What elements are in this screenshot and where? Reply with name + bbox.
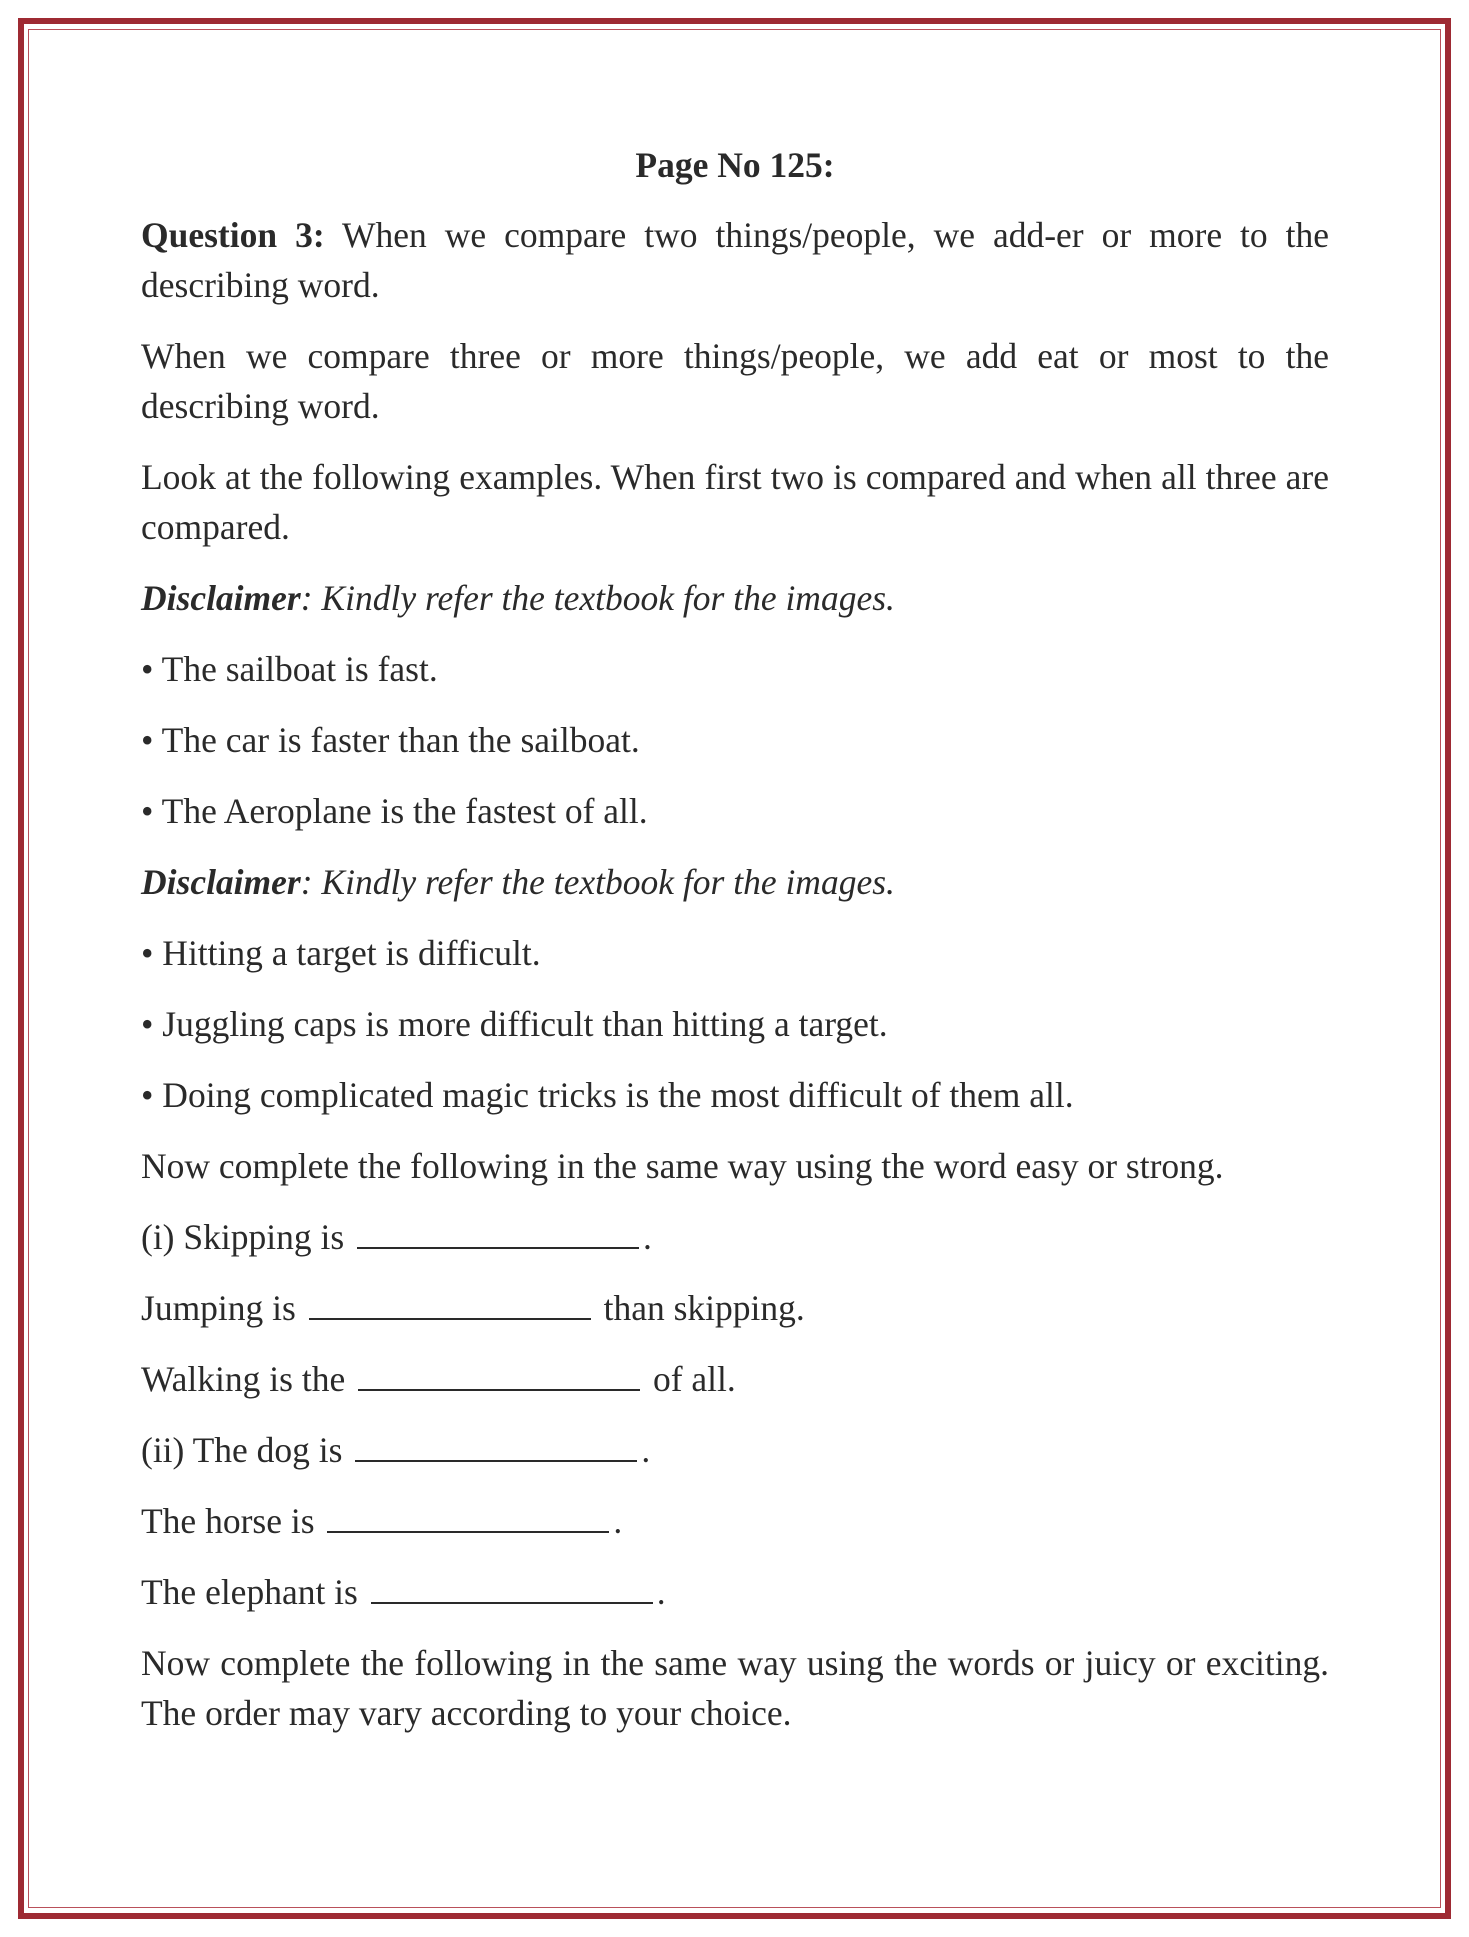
exercise-text: .: [613, 1501, 623, 1541]
disclaimer-label: Disclaimer: [141, 862, 301, 902]
answer-blank: [357, 1213, 639, 1249]
exercise-item: [141, 1283, 1329, 1333]
disclaimer-text: : Kindly refer the textbook for the images.: [300, 578, 895, 618]
disclaimer-1: [141, 573, 1329, 623]
exercise-item: [141, 1567, 1329, 1617]
exercise-text: .: [643, 1217, 652, 1257]
bullet-item: • Hitting a target is difficult.: [141, 933, 541, 973]
question-paragraph: [141, 210, 1329, 310]
disclaimer-2: [141, 857, 1329, 907]
bullet-item: • Doing complicated magic tricks is the most difficult of them all.: [141, 1075, 1074, 1115]
exercise-text: The horse is: [141, 1501, 315, 1541]
answer-blank: [371, 1568, 653, 1604]
answer-blank: [358, 1355, 640, 1391]
exercise-item: [141, 1354, 1329, 1404]
exercise-text: (i) Skipping is: [141, 1217, 345, 1257]
answer-blank: [355, 1426, 637, 1462]
exercise-text: of all.: [652, 1359, 736, 1399]
exercise-text: .: [656, 1572, 666, 1612]
bullet-item: • The Aeroplane is the fastest of all.: [141, 791, 648, 831]
answer-blank: [327, 1497, 609, 1533]
paragraph-examples: Look at the following examples. When first two is compared and when all three are compared.: [141, 457, 1329, 547]
paragraph-superlative: When we compare three or more things/people, we add eat or most to the describing word.: [141, 336, 1329, 426]
bullet-item: • The car is faster than the sailboat.: [141, 720, 640, 760]
exercise-text: .: [641, 1430, 651, 1470]
answer-blank: [309, 1284, 591, 1320]
instruction-1: Now complete the following in the same way using the word easy or strong.: [141, 1146, 1224, 1186]
question-text: When we compare two things/people, we add-er or more to the describing word.: [141, 215, 1329, 305]
exercise-text: (ii) The dog is: [141, 1430, 343, 1470]
exercise-item: [141, 1212, 1329, 1262]
question-label: Question 3:: [141, 215, 325, 255]
disclaimer-label: Disclaimer: [141, 578, 301, 618]
exercise-text: than skipping.: [603, 1288, 805, 1328]
instruction-2: Now complete the following in the same way using the words or juicy or exciting. The order may vary according to your choice.: [141, 1643, 1329, 1733]
exercise-item: [141, 1496, 1329, 1546]
exercise-text: Jumping is: [141, 1288, 296, 1328]
disclaimer-text: : Kindly refer the textbook for the images.: [300, 862, 895, 902]
bullet-item: • Juggling caps is more difficult than hitting a target.: [141, 1004, 888, 1044]
exercise-item: [141, 1425, 1329, 1475]
bullet-item: • The sailboat is fast.: [141, 649, 438, 689]
page-title: Page No 125:: [635, 145, 835, 185]
exercise-text: The elephant is: [141, 1572, 358, 1612]
document-content: [141, 140, 1329, 1759]
exercise-text: Walking is the: [141, 1359, 346, 1399]
